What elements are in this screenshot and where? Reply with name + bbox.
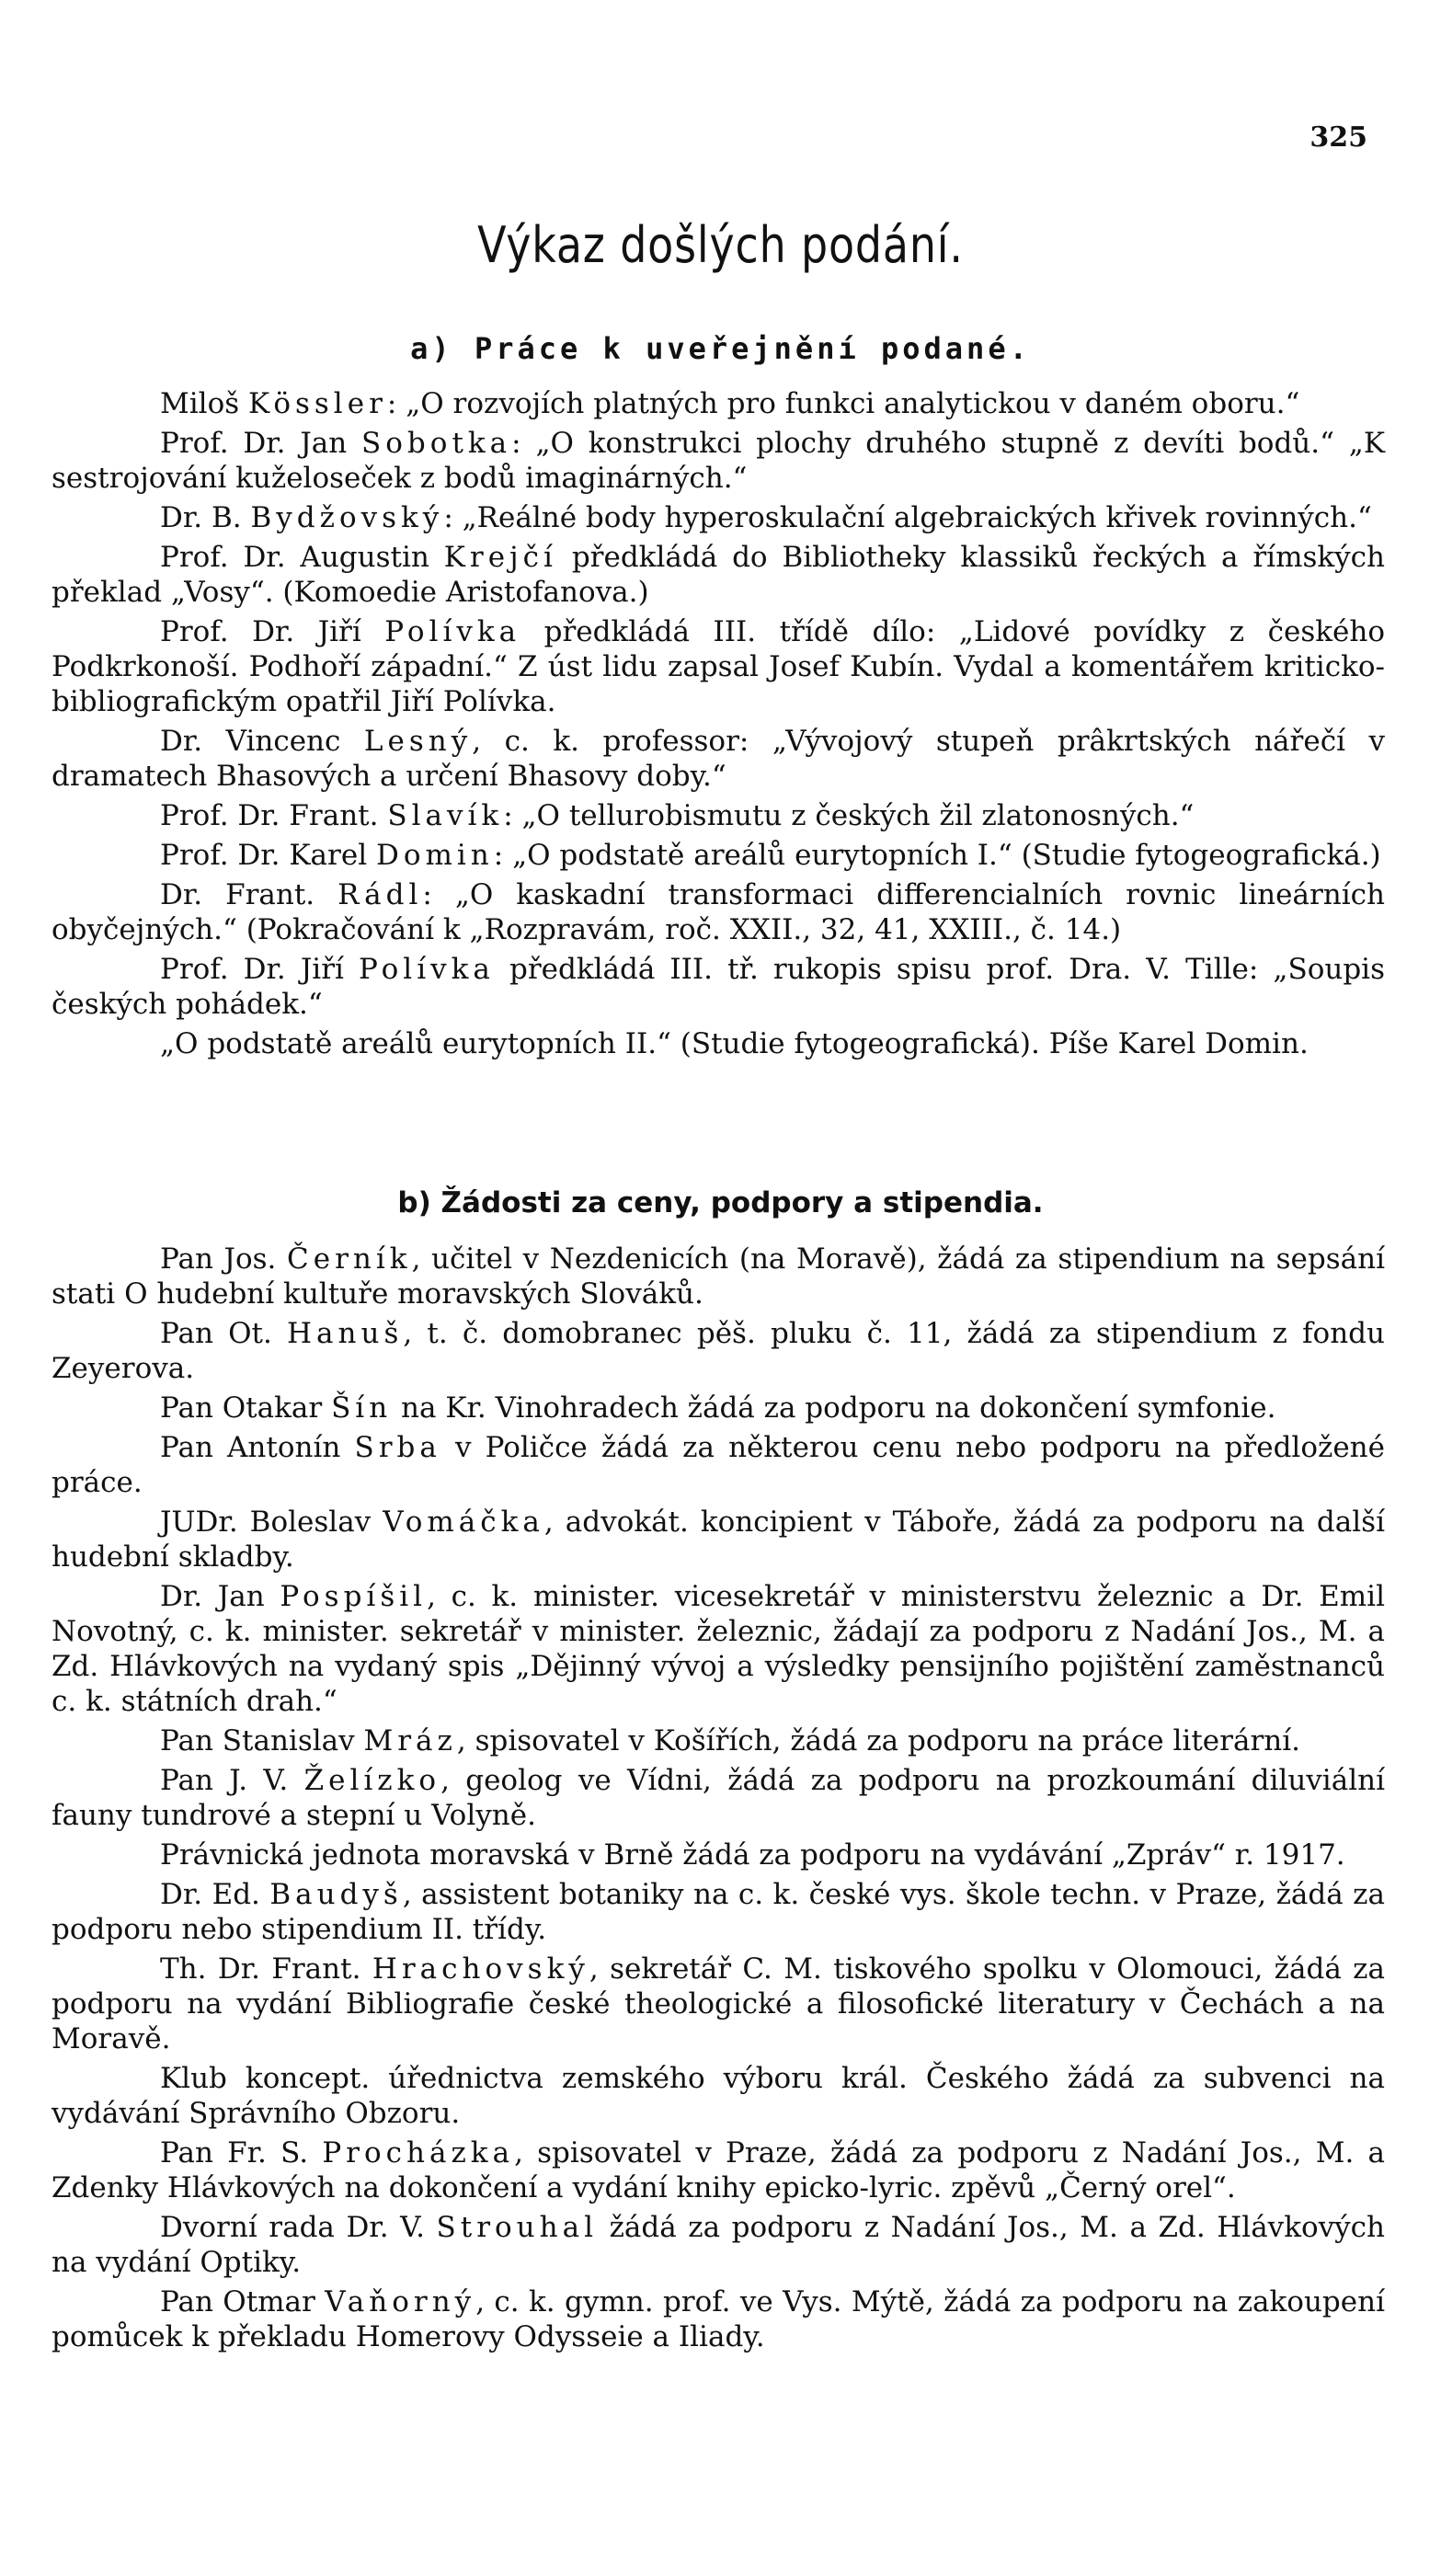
entry-prefix: Pan Fr. S. (160, 2136, 323, 2170)
entry-text: , c. k. minister. vicesekretář v ministerstvu železnic a Dr. Emil Novotný, c. k. minister. sekretář v minister. železnic, žádají za podporu z Nadání Jos., M. a Zd. Hlávkových na vydaný spis „Dějinný vývoj a výsledky pensijního pojištění zaměstnanců c. k. státních drah.“ (51, 1580, 1385, 1718)
entry-text: žádá za podporu z Nadání Jos., M. a Zd. Hlávkových na vydání Optiky. (51, 2211, 1385, 2279)
entry-author-name: Pospíšil (280, 1580, 428, 1613)
entry-text: : „O konstrukci plochy druhého stupně z devíti bodů.“ „K sestrojování kuželoseček z bodů imaginárných.“ (51, 427, 1385, 495)
entry-author-name: Lesný (363, 725, 473, 758)
entry-prefix: Prof. Dr. Jiří (160, 615, 385, 648)
entry-text: předkládá do Bibliotheky klassiků řeckých a římských překlad „Vosy“. (Komoedie Aristofanova.) (51, 541, 1386, 609)
entry-author-name: Sobotka (361, 427, 512, 460)
entry-text: : „O podstatě areálů eurytopních I.“ (Studie fytogeografická.) (493, 839, 1381, 872)
entry-prefix: Dr. Frant. (160, 878, 338, 911)
entry-author-name: Polívka (359, 953, 495, 986)
entry-text: , sekretář C. M. tiskového spolku v Olomouci, žádá za podporu na vydání Bibliografie české theologické a filosofické literatury v Čechách a na Moravě. (51, 1952, 1385, 2055)
list-item (51, 1505, 1385, 1574)
entry-author-name: Baudyš (269, 1878, 403, 1911)
list-item (51, 1430, 1385, 1500)
list-item (51, 1316, 1385, 1386)
list-item (51, 877, 1385, 947)
page-title: Výkaz došlých podání. (477, 216, 964, 274)
entry-text: : „Reálné body hyperoskulační algebraických křivek rovinných.“ (443, 501, 1372, 534)
entry-prefix: Miloš (160, 387, 248, 420)
list-item (51, 386, 1385, 421)
entry-text: , spisovatel v Praze, žádá za podporu z Nadání Jos., M. a Zdenky Hlávkových na dokončení a vydání knihy epicko-lyric. zpěvů „Černý orel“. (51, 2136, 1385, 2204)
list-item (51, 1877, 1385, 1947)
list-item (51, 1242, 1385, 1311)
list-item (51, 2284, 1385, 2354)
entry-prefix: Pan Ot. (160, 1317, 287, 1350)
entry-text: na Kr. Vinohradech žádá za podporu na dokončení symfonie. (392, 1391, 1276, 1425)
entry-prefix: JUDr. Boleslav (160, 1506, 383, 1539)
entry-text: : „O rozvojích platných pro funkci analytickou v daném oboru.“ (386, 387, 1300, 420)
list-item (51, 426, 1385, 496)
entry-author-name: Vaňorný (325, 2285, 476, 2318)
list-item (51, 724, 1385, 794)
entry-author-name: Krejčí (443, 541, 557, 574)
entry-text: předkládá III. tř. rukopis spisu prof. Dra. V. Tille: „Soupis českých pohádek.“ (51, 953, 1386, 1021)
entry-author-name: Mráz (363, 1724, 457, 1757)
entry-prefix: Pan Otmar (160, 2285, 326, 2318)
entry-author-name: Černík (287, 1242, 412, 1276)
entry-text: , advokát. koncipient v Táboře, žádá za podporu na další hudební skladby. (51, 1506, 1385, 1574)
section-b-heading: b) Žádosti za ceny, podpory a stipendia. (397, 1186, 1044, 1219)
section-b-list (51, 1242, 1385, 2359)
entry-prefix: Pan J. V. (160, 1764, 304, 1797)
list-item (51, 1391, 1385, 1425)
entry-prefix: Th. Dr. Frant. (160, 1952, 372, 1986)
list-item (51, 540, 1385, 610)
entry-prefix: Dr. Jan (160, 1580, 280, 1613)
entry-author-name: Rádl (337, 878, 423, 911)
entry-prefix: Prof. Dr. Augustin (160, 541, 444, 574)
entry-text: , c. k. professor: „Vývojový stupeň prâkrtských nářečí v dramatech Bhasových a určení Bhasovy doby.“ (51, 725, 1386, 793)
section-a-heading: a) Práce k uveřejnění podané. (410, 331, 1031, 366)
list-item (51, 1723, 1385, 1758)
entry-text: Klub koncept. úřednictva zemského výboru král. Českého žádá za subvenci na vydávání Správního Obzoru. (51, 2062, 1385, 2130)
entry-author-name: Slavík (387, 799, 504, 832)
list-item (51, 798, 1385, 833)
entry-prefix: Dr. Vincenc (160, 725, 364, 758)
entry-prefix: Dvorní rada Dr. V. (160, 2211, 437, 2244)
entry-prefix: Dr. B. (160, 501, 251, 534)
entry-text: , geolog ve Vídni, žádá za podporu na prozkoumání diluviální fauny tundrové a stepní u Volyně. (51, 1764, 1385, 1832)
entry-text: : „O kaskadní transformaci differencialních rovnic lineárních obyčejných.“ (Pokračování k „Rozpravám, roč. XXII., 32, 41, XXIII., č. 14.) (51, 878, 1385, 946)
entry-prefix: Dr. Ed. (160, 1878, 270, 1911)
entry-text: , c. k. gymn. prof. ve Vys. Mýtě, žádá za podporu na zakoupení pomůcek k překladu Homerovy Odysseie a Iliady. (51, 2285, 1385, 2353)
list-item (51, 838, 1385, 873)
list-item (51, 2210, 1385, 2280)
list-item (51, 1763, 1385, 1833)
entry-prefix: Prof. Dr. Jiří (160, 953, 360, 986)
entry-author-name: Želízko (303, 1764, 441, 1797)
list-item (51, 1838, 1385, 1872)
entry-author-name: Procházka (322, 2136, 515, 2170)
list-item (51, 2135, 1385, 2205)
entry-author-name: Domin (375, 839, 494, 872)
entry-text: v Poličce žádá za některou cenu nebo podporu na předložené práce. (51, 1431, 1385, 1499)
list-item (51, 614, 1385, 719)
entry-author-name: Hanuš (287, 1317, 404, 1350)
list-item (51, 952, 1385, 1022)
entry-author-name: Šín (331, 1391, 393, 1425)
list-item (51, 1952, 1385, 2056)
entry-author-name: Bydžovský (250, 501, 444, 534)
entry-prefix: Pan Otakar (160, 1391, 332, 1425)
entry-prefix: Pan Stanislav (160, 1724, 364, 1757)
entry-prefix: Prof. Dr. Frant. (160, 799, 388, 832)
entry-text: : „O tellurobismutu z českých žil zlatonosných.“ (503, 799, 1195, 832)
list-item (51, 500, 1385, 535)
list-item (51, 2061, 1385, 2131)
entry-author-name: Hrachovský (372, 1952, 589, 1986)
entry-text: , assistent botaniky na c. k. české vys. škole techn. v Praze, žádá za podporu nebo stipendium II. třídy. (51, 1878, 1385, 1946)
entry-author-name: Srba (354, 1431, 441, 1464)
entry-prefix: Prof. Dr. Karel (160, 839, 376, 872)
entry-author-name: Polívka (384, 615, 521, 648)
section-a-list (51, 386, 1385, 1066)
entry-text: Právnická jednota moravská v Brně žádá za podporu na vydávání „Zpráv“ r. 1917. (160, 1838, 1345, 1872)
entry-text: předkládá III. třídě dílo: „Lidové povídky z českého Podkrkonoší. Podhoří západní.“ Z úst lidu zapsal Josef Kubín. Vydal a komentářem kriticko-bibliografickým opatřil Jiří Polívka. (51, 615, 1385, 718)
entry-prefix: Pan Jos. (160, 1242, 288, 1276)
list-item (51, 1026, 1385, 1061)
entry-text: „O podstatě areálů eurytopních II.“ (Studie fytogeografická). Píše Karel Domin. (160, 1027, 1309, 1060)
list-item (51, 1579, 1385, 1719)
entry-author-name: Kössler (248, 387, 387, 420)
entry-prefix: Prof. Dr. Jan (160, 427, 362, 460)
entry-text: , učitel v Nezdenicích (na Moravě), žádá za stipendium na sepsání stati O hudební kultuře moravských Slováků. (51, 1242, 1385, 1311)
entry-text: , t. č. domobranec pěš. pluku č. 11, žádá za stipendium z fondu Zeyerova. (51, 1317, 1385, 1385)
page-number: 325 (1309, 121, 1367, 154)
entry-author-name: Strouhal (436, 2211, 599, 2244)
entry-text: , spisovatel v Košířích, žádá za podporu na práce literární. (456, 1724, 1300, 1757)
entry-prefix: Pan Antonín (160, 1431, 355, 1464)
entry-author-name: Vomáčka (383, 1506, 544, 1539)
